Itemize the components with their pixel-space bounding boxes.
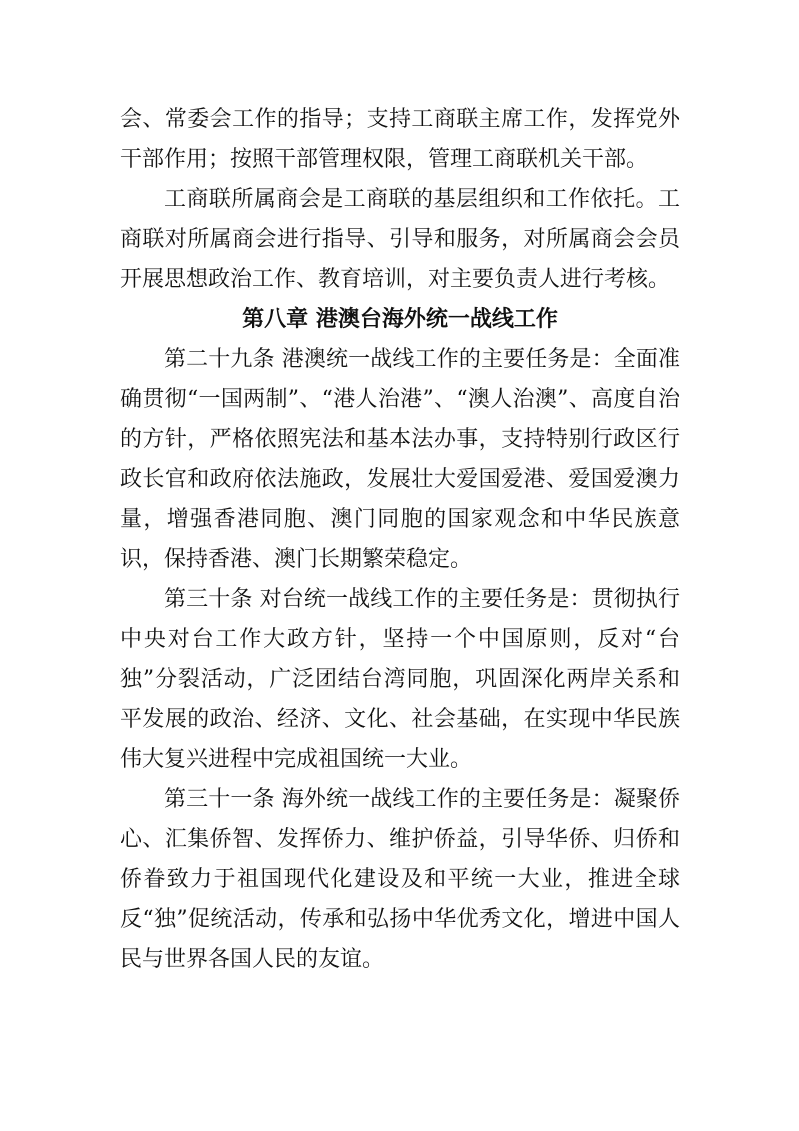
document-body — [120, 100, 680, 980]
paragraph-continued: 会、常委会工作的指导；支持工商联主席工作，发挥党外干部作用；按照干部管理权限，管理工商联机关干部。 — [120, 107, 680, 172]
article-31: 第三十一条 海外统一战线工作的主要任务是：凝聚侨心、汇集侨智、发挥侨力、维护侨益，引导华侨、归侨和侨眷致力于祖国现代化建设及和平统一大业，推进全球反“独”促统活动，传承和弘扬中华优秀文化，增进中国人民与世界各国人民的友谊。 — [120, 787, 680, 972]
article-30: 第三十条 对台统一战线工作的主要任务是：贯彻执行中央对台工作大政方针，坚持一个中国原则，反对“台独”分裂活动，广泛团结台湾同胞，巩固深化两岸关系和平发展的政治、经济、文化、社会基础，在实现中华民族伟大复兴进程中完成祖国统一大业。 — [120, 587, 680, 772]
chapter-heading: 第八章 港澳台海外统一战线工作 — [242, 307, 558, 332]
article-29: 第二十九条 港澳统一战线工作的主要任务是：全面准确贯彻“一国两制”、“港人治港”、“澳人治澳”、高度自治的方针，严格依照宪法和基本法办事，支持特别行政区行政长官和政府依法施政，发展壮大爱国爱港、爱国爱澳力量，增强香港同胞、澳门同胞的国家观念和中华民族意识，保持香港、澳门长期繁荣稳定。 — [120, 347, 680, 572]
paragraph-chamber-of-commerce: 工商联所属商会是工商联的基层组织和工作依托。工商联对所属商会进行指导、引导和服务，对所属商会会员开展思想政治工作、教育培训，对主要负责人进行考核。 — [120, 187, 680, 292]
